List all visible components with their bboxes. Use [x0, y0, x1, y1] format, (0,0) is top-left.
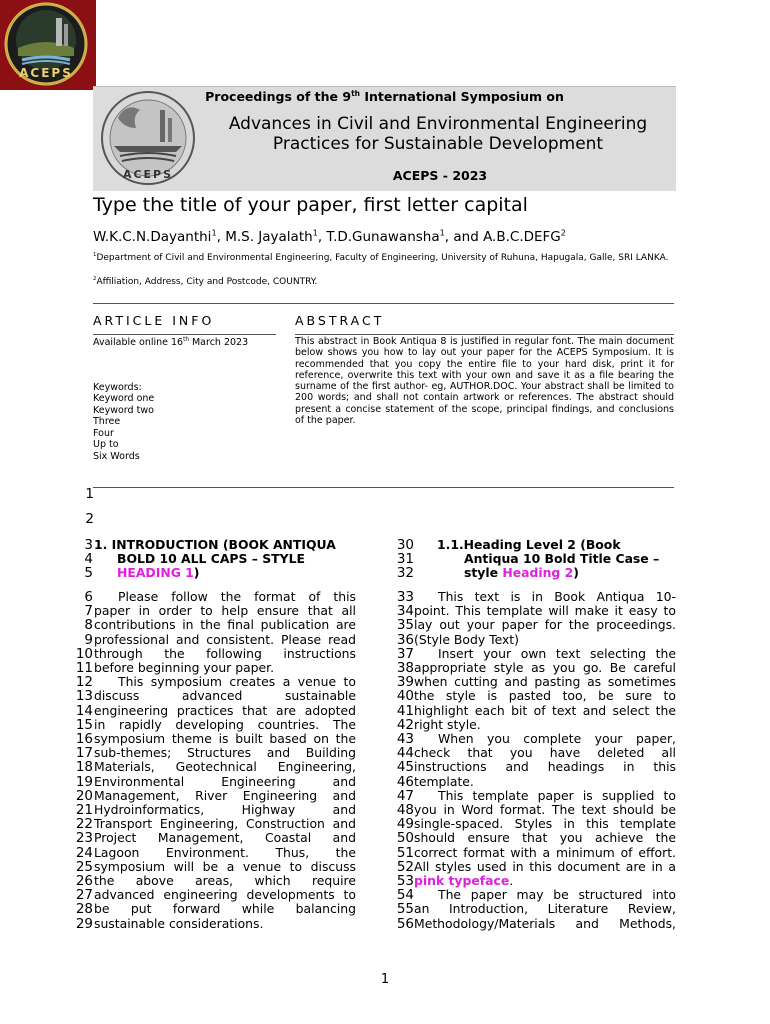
- body-text-line: [94, 803, 356, 817]
- style-name: HEADING 1: [117, 565, 194, 581]
- line-number: 41: [396, 702, 414, 719]
- body-text-line: [94, 647, 356, 661]
- line-number: 21: [75, 802, 93, 818]
- line-number: 42: [396, 716, 414, 733]
- body-text: when cutting and pasting as sometimes: [414, 674, 676, 690]
- author-separator: ,: [216, 229, 226, 245]
- body-text: sub-themes; Structures and Building: [94, 745, 356, 761]
- line-number: 25: [75, 858, 93, 875]
- body-text: discuss advanced sustainable: [94, 688, 356, 704]
- line-number: 56: [396, 915, 414, 932]
- line-number: 20: [75, 787, 93, 804]
- line-number: 32: [396, 565, 414, 582]
- line-number: 55: [396, 901, 414, 918]
- body-text: through the following instructions: [94, 645, 356, 661]
- body-text-line: [94, 618, 356, 632]
- body-text: should ensure that you achieve the: [414, 830, 676, 846]
- line-number: 24: [75, 844, 93, 861]
- body-text-line: [414, 633, 676, 647]
- pink-typeface-text: pink typeface: [414, 873, 510, 888]
- body-text-line: [94, 817, 356, 831]
- line-number: 35: [396, 617, 414, 634]
- body-text: sustainable considerations.: [94, 915, 264, 931]
- body-text: This symposium creates a venue to: [118, 674, 356, 690]
- body-text-line: [94, 874, 356, 888]
- line-number: 26: [75, 873, 93, 889]
- body-text: appropriate style as you go. Be careful: [414, 660, 676, 675]
- heading-text: ): [573, 565, 579, 581]
- body-text-line: [414, 831, 676, 845]
- body-text: contributions in the final publication are: [94, 617, 356, 633]
- line-number: 47: [396, 787, 414, 804]
- body-text-line: [438, 647, 676, 661]
- logo-text: ACEPS: [19, 66, 73, 80]
- body-text-line: [414, 718, 676, 732]
- body-text-line: [94, 846, 356, 860]
- heading-text: Antiqua 10 Bold Title Case –: [464, 551, 660, 567]
- body-text-line: [414, 689, 676, 703]
- line-number: 54: [396, 887, 414, 904]
- author-name: M.S. Jayalath: [225, 229, 313, 245]
- body-text: Please follow the format of this: [118, 589, 356, 604]
- body-text: professional and consistent. Please read: [94, 631, 356, 647]
- line-number: 33: [396, 589, 414, 605]
- line-number: 30: [396, 537, 414, 553]
- page-number: 1: [380, 972, 390, 987]
- body-text-line: [94, 917, 356, 931]
- section-heading-line: [437, 538, 621, 552]
- affiliation-2: $^2$Affiliation, Address, City and Postcode, COUNTRY.: [93, 276, 318, 287]
- line-number: 44: [396, 745, 414, 762]
- line-number: 52: [396, 858, 414, 875]
- keyword-item: Keyword one: [93, 393, 155, 404]
- body-text: advanced engineering developments to: [94, 887, 356, 903]
- line-number: 12: [75, 674, 93, 691]
- body-text-line: [438, 888, 676, 902]
- body-text: the style is pasted too, be sure to: [414, 688, 676, 704]
- body-text: check that you have deleted all: [414, 745, 676, 761]
- section-heading-line: [117, 552, 305, 566]
- abstract-rule: [295, 334, 674, 335]
- body-text: lay out your paper for the proceedings.: [414, 617, 676, 633]
- body-text-line: [94, 746, 356, 760]
- section-heading-line: [94, 538, 336, 552]
- body-text: symposium will be a venue to discuss: [94, 858, 356, 874]
- line-number: 16: [75, 731, 93, 747]
- line-number: 23: [75, 830, 93, 847]
- abstract-heading: ABSTRACT: [295, 313, 385, 328]
- author-separator: ,: [317, 229, 327, 245]
- line-number: 51: [396, 844, 414, 861]
- body-text-line: [94, 902, 356, 916]
- body-text-line: [94, 718, 356, 732]
- body-text-line: [414, 704, 676, 718]
- line-number: 38: [396, 660, 414, 676]
- body-text-line: [94, 732, 356, 746]
- body-text-line: [94, 689, 356, 703]
- body-text: highlight each bit of text and select the: [414, 702, 676, 718]
- author-affil-sup: 1: [439, 227, 445, 238]
- author-separator: , and: [444, 229, 484, 245]
- body-text: Materials, Geotechnical Engineering,: [94, 759, 356, 775]
- body-text: (Style Body Text): [414, 631, 520, 647]
- body-text: engineering practices that are adopted: [94, 702, 356, 718]
- section-heading-line: [464, 552, 659, 566]
- body-text-line: [118, 675, 356, 689]
- line-number: 29: [75, 915, 93, 932]
- paper-title: Type the title of your paper, first letter capital: [93, 194, 528, 216]
- line-number: 28: [75, 901, 93, 918]
- author-name: W.K.C.N.Dayanthi: [93, 229, 212, 245]
- body-text: correct format with a minimum of effort.: [414, 844, 676, 860]
- body-text-line: [94, 775, 356, 789]
- body-text: instructions and headings in this: [414, 759, 676, 775]
- body-text: When you complete your paper,: [438, 731, 676, 746]
- line-number: 10: [75, 645, 93, 662]
- abstract-text: This abstract in Book Antiqua 8 is justified in regular font. The main document below shows you how to lay out your paper for the ACEPS Symposium. It is recommended that you copy the entire file to your hard disk, print it for reference, overwrite this text with your own and save it as a file bearing the surname of the first author- eg, AUTHOR.DOC. Your abstract shall be limited to 200 words; and shall not contain artwork or references. The abstract should present a concise statement of the scope, principal findings, and conclusions of the paper.: [295, 336, 674, 427]
- line-number: 50: [396, 830, 414, 847]
- body-text-line: [414, 860, 676, 874]
- body-text: Project Management, Coastal and: [94, 830, 356, 846]
- keyword-item: Up to: [93, 439, 119, 450]
- line-number: 3: [84, 537, 93, 553]
- line-number: 2: [85, 511, 94, 527]
- body-text-line: [414, 817, 676, 831]
- line-number: 45: [396, 759, 414, 776]
- line-number: 43: [396, 731, 414, 747]
- available-online: Available online 16th March 2023: [93, 336, 249, 348]
- body-text-line: [94, 661, 356, 675]
- body-text: Insert your own text selecting the: [438, 645, 676, 661]
- body-text-line: [438, 732, 676, 746]
- line-number: 18: [75, 759, 93, 776]
- heading-text: style: [464, 565, 503, 581]
- body-text-line: [414, 902, 676, 916]
- line-number: 7: [84, 603, 93, 620]
- section-heading-line: [117, 566, 199, 580]
- line-number: 6: [84, 589, 93, 605]
- keywords-list: [93, 393, 154, 462]
- line-number: 9: [84, 631, 93, 648]
- line-number: 19: [75, 773, 93, 790]
- body-text: before beginning your paper.: [94, 660, 275, 675]
- line-number: 8: [84, 617, 93, 634]
- body-text: the above areas, which require: [94, 873, 356, 888]
- author-list: [93, 229, 566, 245]
- body-text: right style.: [414, 716, 481, 732]
- body-text: symposium theme is built based on the: [94, 731, 356, 746]
- divider-bottom: [93, 487, 674, 488]
- body-text: The paper may be structured into: [438, 887, 676, 903]
- keyword-item: Four: [93, 427, 114, 439]
- line-number: 1: [85, 486, 94, 502]
- body-text: Lagoon Environment. Thus, the: [94, 844, 356, 860]
- line-number: 22: [75, 816, 93, 833]
- body-text: Hydroinformatics, Highway and: [94, 802, 356, 817]
- event-label: ACEPS - 2023: [392, 168, 488, 183]
- section-heading-line: [464, 566, 579, 580]
- line-number: 36: [396, 631, 414, 648]
- body-text: you in Word format. The text should be: [414, 802, 676, 817]
- author-name: T.D.Gunawansha: [326, 229, 440, 245]
- line-number: 14: [75, 702, 93, 719]
- line-number: 53: [396, 873, 414, 889]
- style-name: Heading 2: [502, 565, 574, 581]
- body-text: in rapidly developing countries. The: [94, 716, 356, 732]
- line-number: 11: [75, 660, 93, 676]
- body-text-line: [414, 803, 676, 817]
- svg-text:ACEPS: ACEPS: [122, 168, 174, 181]
- line-number: 39: [396, 674, 414, 691]
- body-text: Environmental Engineering and: [94, 773, 356, 789]
- body-text-line: [94, 888, 356, 902]
- author-affil-sup: 2: [560, 227, 566, 238]
- symposium-title-line2: Practices for Sustainable Development: [272, 134, 604, 154]
- article-info-heading: ARTICLE INFO: [93, 313, 215, 328]
- body-text: single-spaced. Styles in this template: [414, 816, 676, 832]
- body-text-line: [414, 917, 676, 931]
- body-text-line: [414, 775, 676, 789]
- author-affil-sup: 1: [312, 227, 318, 238]
- heading-text: 1.1.Heading Level 2 (Book: [437, 537, 621, 552]
- line-number: 48: [396, 802, 414, 818]
- keyword-item: Three: [93, 416, 121, 427]
- proceedings-line: Proceedings of the 9th International Symposium on: [205, 88, 564, 104]
- body-text-line: [438, 789, 676, 803]
- line-number: 27: [75, 887, 93, 904]
- body-text: Management, River Engineering and: [94, 787, 356, 803]
- author-name: A.B.C.DEFG: [483, 229, 561, 245]
- body-text-line: [414, 846, 676, 860]
- body-text-line: [414, 675, 676, 689]
- keyword-item: Six Words: [93, 450, 140, 462]
- body-text-line: [118, 590, 356, 604]
- line-number: 31: [396, 551, 414, 568]
- body-text-line: [94, 633, 356, 647]
- body-text-line: [414, 760, 676, 774]
- body-text: Methodology/Materials and Methods,: [414, 915, 676, 931]
- keyword-item: Keyword two: [93, 404, 154, 416]
- article-info-rule: [93, 334, 276, 335]
- body-text-line: [94, 831, 356, 845]
- body-text-line: [94, 704, 356, 718]
- line-number: 34: [396, 603, 414, 620]
- body-text-line: [414, 604, 676, 618]
- body-text: This template paper is supplied to: [438, 787, 676, 803]
- body-text: Transport Engineering, Construction and: [94, 816, 356, 832]
- body-text-line: [414, 874, 676, 888]
- divider: [93, 303, 674, 304]
- body-text-line: [414, 661, 676, 675]
- author-affil-sup: 1: [211, 227, 217, 238]
- body-text-line: [94, 860, 356, 874]
- line-number: 37: [396, 645, 414, 662]
- affiliation-1: $^1$Department of Civil and Environmental Engineering, Faculty of Engineering, University of Ruhuna, Hapugala, Galle, SRI LANKA.: [93, 252, 669, 263]
- body-text: an Introduction, Literature Review,: [414, 901, 676, 917]
- body-text-line: [438, 590, 676, 604]
- body-text: All styles used in this document are in a: [414, 858, 676, 874]
- heading-text: ): [193, 565, 200, 581]
- line-number: 4: [84, 551, 93, 568]
- body-text-line: [94, 789, 356, 803]
- body-text-line: [414, 618, 676, 632]
- aceps-logo-badge: [0, 0, 96, 90]
- line-number: 15: [75, 716, 93, 733]
- line-number: 49: [396, 816, 414, 833]
- symposium-title-line1: Advances in Civil and Environmental Engineering: [228, 114, 648, 134]
- body-text-line: [94, 760, 356, 774]
- body-text: template.: [414, 773, 474, 789]
- line-number: 5: [84, 565, 93, 582]
- body-text: point. This template will make it easy to: [414, 603, 676, 619]
- body-text-line: [414, 746, 676, 760]
- body-text-line: [94, 604, 356, 618]
- body-text: This text is in Book Antiqua 10-: [438, 589, 676, 604]
- line-number: 13: [75, 688, 93, 705]
- line-number: 46: [396, 773, 414, 790]
- body-text: paper in order to help ensure that all: [94, 603, 356, 619]
- line-number: 40: [396, 688, 414, 705]
- heading-text: 1. INTRODUCTION (BOOK ANTIQUA: [94, 537, 336, 552]
- body-text: .: [509, 873, 514, 888]
- line-number: 17: [75, 745, 93, 762]
- keywords-label: Keywords:: [93, 382, 142, 393]
- heading-text: BOLD 10 ALL CAPS – STYLE: [117, 551, 305, 567]
- body-text: be put forward while balancing: [94, 901, 356, 917]
